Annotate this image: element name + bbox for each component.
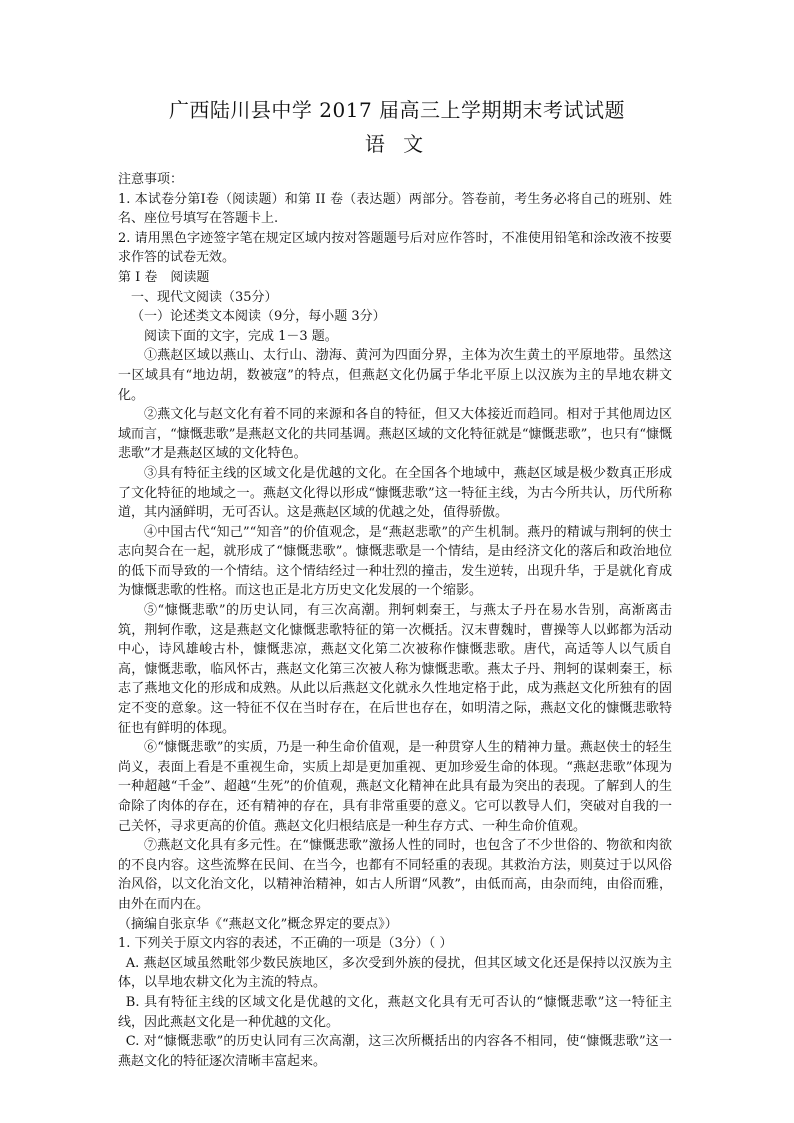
part-heading: 一、现代文阅读（35分） bbox=[131, 289, 278, 305]
option-a: A. 燕赵区域虽然毗邻少数民族地区，多次受到外族的侵扰，但其区域文化还是保持以汉族为主体，以旱地农耕文化为主流的特点。 bbox=[118, 955, 672, 991]
notice-item-2: 2. 请用黑色字迹签字笔在规定区域内按对答题题号后对应作答时，不准使用铅笔和涂改液不按要求作答的试卷无效。 bbox=[118, 230, 672, 266]
subject-title: 语 文 bbox=[364, 132, 430, 156]
notice-item-1: 1. 本试卷分第Ⅰ卷（阅读题）和第 II 卷（表达题）两部分。答卷前，考生务必将自己的班别、姓名、座位号填写在答题卡上. bbox=[118, 191, 672, 227]
passage-paragraph-5: ⑤“慷慨悲歌”的历史认同，有三次高潮。荆轲刺秦王，与燕太子丹在易水告别，高渐离击筑，荆轲作歌，这是燕赵文化慷慨悲歌特征的第一次概括。汉末曹魏时，曹操等人以邺都为活动中心，诗风雄峻古朴，慷慨悲凉，燕赵文化第二次被称作慷慨悲歌。唐代，高适等人以气质自高，慷慨悲歌，临风怀古，燕赵文化第三次被人称为慷慨悲歌。燕太子丹、荆轲的谋刺秦王，标志了燕地文化的形成和成熟。从此以后燕赵文化就永久性地定格于此，成为燕赵文化所独有的固定不变的意象。这一特征不仅在当时存在，在后世也存在，如明清之际，燕赵文化的慷慨悲歌特征也有鲜明的体现。 bbox=[118, 603, 672, 736]
subpart-heading: （一）论述类文本阅读（9分，每小题 3分） bbox=[131, 309, 386, 325]
exam-title: 广西陆川县中学 2017 届高三上学期期末考试试题 bbox=[168, 98, 626, 122]
section-heading: 第 I 卷 阅读题 bbox=[118, 269, 210, 285]
passage-paragraph-3: ③具有特征主线的区域文化是优越的文化。在全国各个地域中，燕赵区域是极少数真正形成了文化特征的地域之一。燕赵文化得以形成“慷慨悲歌”这一特征主线，为古今所共认，历代所称道，其内涵鲜明，无可否认。这是燕赵区域的优越之处，值得骄傲。 bbox=[118, 465, 672, 521]
option-c: C. 对“慷慨悲歌”的历史认同有三次高潮，这三次所概括出的内容各不相同，使“慷慨悲歌”这一燕赵文化的特征逐次清晰丰富起来。 bbox=[118, 1034, 672, 1069]
option-b: B. 具有特征主线的区域文化是优越的文化，燕赵文化具有无可否认的“慷慨悲歌”这一特征主线，因此燕赵文化是一种优越的文化。 bbox=[118, 994, 672, 1030]
passage-paragraph-1: ①燕赵区域以燕山、太行山、渤海、黄河为四面分界，主体为次生黄土的平原地带。虽然这一区域具有“地边胡，数被寇”的特点，但燕赵文化仍属于华北平原上以汉族为主的旱地农耕文化。 bbox=[118, 348, 672, 403]
passage-paragraph-2: ②燕文化与赵文化有着不同的来源和各自的特征，但又大体接近而趋同。相对于其他周边区域而言，“慷慨悲歌”是燕赵文化的共同基调。燕赵区域的文化特征就是“慷慨悲歌”，也只有“慷慨悲歌”才是燕赵区域的文化特色。 bbox=[118, 407, 672, 462]
passage-source: （摘编自张京华《“燕赵文化”概念界定的要点》） bbox=[118, 916, 398, 932]
exam-body bbox=[118, 170, 672, 1071]
notice-heading: 注意事项： bbox=[118, 172, 184, 187]
passage-paragraph-4: ④中国古代“知己”“知音”的价值观念，是“燕赵悲歌”的产生机制。燕丹的精诚与荆轲的侠士志向契合在一起，就形成了“慷慨悲歌”。慷慨悲歌是一个情结，是由经济文化的落后和政治地位的低下而导致的一个情结。这个情结经过一种壮烈的撞击，发生逆转，出现升华，于是就化育成为慷慨悲歌的性格。而这也正是北方历史文化发展的一个缩影。 bbox=[118, 524, 672, 599]
reading-instruction: 阅读下面的文字，完成 1－3 题。 bbox=[144, 328, 338, 344]
passage-paragraph-7: ⑦燕赵文化具有多元性。在“慷慨悲歌”激扬人性的同时，也包含了不少世俗的、物欲和肉欲的不良内容。这些流弊在民间、在当今，也都有不同轻重的表现。其救治方法，则莫过于以风俗治风俗，以文化治文化，以精神治精神，如古人所谓“风教”，由低而高，由杂而纯，由俗而雅，由外在而内在。 bbox=[118, 838, 672, 912]
passage-paragraph-6: ⑥“慷慨悲歌”的实质，乃是一种生命价值观，是一种贯穿人生的精神力量。燕赵侠士的轻生尚义，表面上看是不重视生命，实质上却是更加重视、更加珍爱生命的体现。“燕赵悲歌”体现为一种超越“千金”、超越“生死”的价值观，燕赵文化精神在此具有最为突出的表现。了解到人的生命除了肉体的存在，还有精神的存在，具有非常重要的意义。它可以教导人们，突破对自我的一己关怀，寻求更高的价值。燕赵文化归根结底是一种生存方式、一种生命价值观。 bbox=[118, 740, 672, 834]
question-stem: 1. 下列关于原文内容的表述，不正确的一项是（3分）（ ） bbox=[118, 936, 453, 952]
